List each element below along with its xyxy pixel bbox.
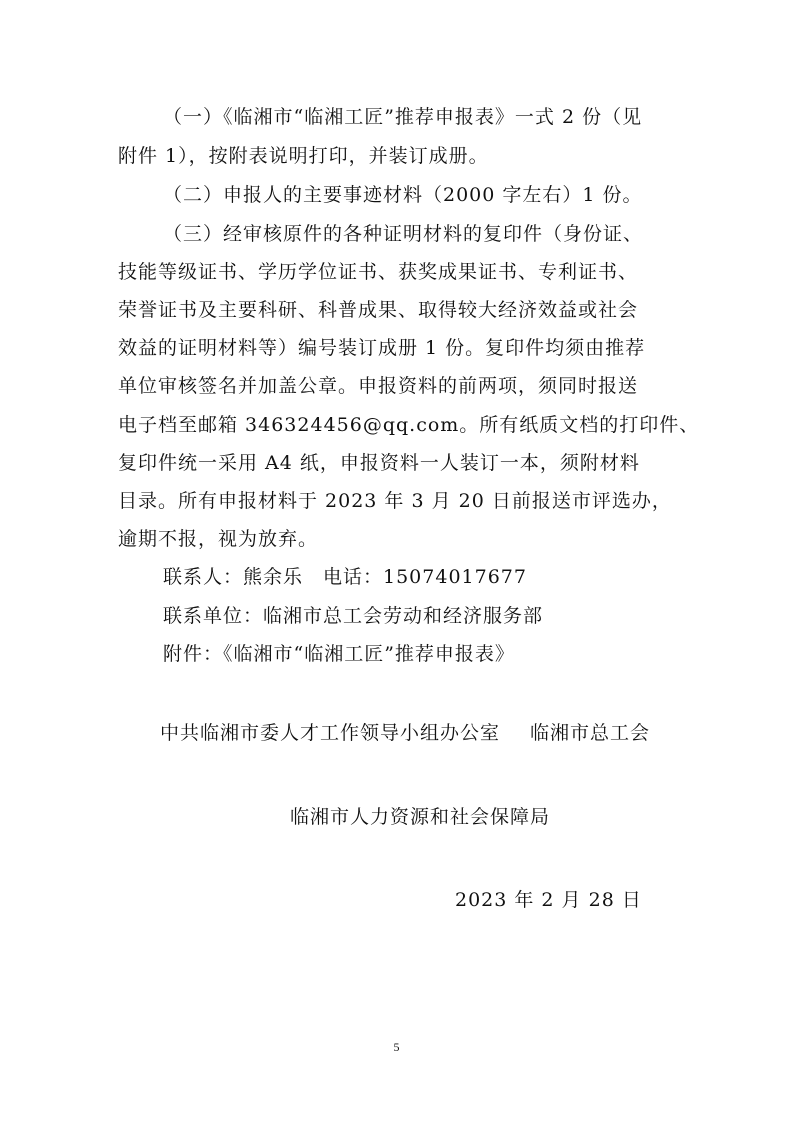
item3-line6: 电子档至邮箱 346324456@qq.com。所有纸质文档的打印件、 <box>118 414 700 436</box>
item3-line9: 逾期不报，视为放弃。 <box>118 528 319 550</box>
item3-line5: 单位审核签名并加盖公章。申报资料的前两项，须同时报送 <box>118 375 639 397</box>
document-date: 2023 年 2 月 28 日 <box>455 889 642 911</box>
item3-line3: 荣誉证书及主要科研、科普成果、取得较大经济效益或社会 <box>118 299 639 321</box>
item3-line2: 技能等级证书、学历学位证书、获奖成果证书、专利证书、 <box>118 261 639 283</box>
item3-line8: 目录。所有申报材料于 2023 年 3 月 20 日前报送市评选办， <box>118 490 672 512</box>
item3-line4: 效益的证明材料等）编号装订成册 1 份。复印件均须由推荐 <box>118 337 646 359</box>
contact-unit: 联系单位：临湘市总工会劳动和经济服务部 <box>163 605 544 627</box>
attachment-line: 附件：《临湘市“临湘工匠”推荐申报表》 <box>163 643 515 665</box>
signature-hr-bureau: 临湘市人力资源和社会保障局 <box>290 806 551 828</box>
page-number: 5 <box>393 1040 400 1054</box>
signature-trade-union: 临湘市总工会 <box>530 722 651 744</box>
item1-line2: 附件 1），按附表说明打印，并装订成册。 <box>118 145 489 167</box>
signature-party-office: 中共临湘市委人才工作领导小组办公室 <box>160 722 501 744</box>
contact-person-phone: 联系人：熊余乐 电话：15074017677 <box>163 566 527 588</box>
item2-line1: （二）申报人的主要事迹材料（2000 字左右）1 份。 <box>163 184 643 206</box>
item3-line1: （三）经审核原件的各种证明材料的复印件（身份证、 <box>163 223 644 245</box>
item3-line7: 复印件统一采用 A4 纸，申报资料一人装订一本，须附材料 <box>118 452 640 474</box>
item1-line1: （一）《临湘市“临湘工匠”推荐申报表》一式 2 份（见 <box>163 106 643 128</box>
